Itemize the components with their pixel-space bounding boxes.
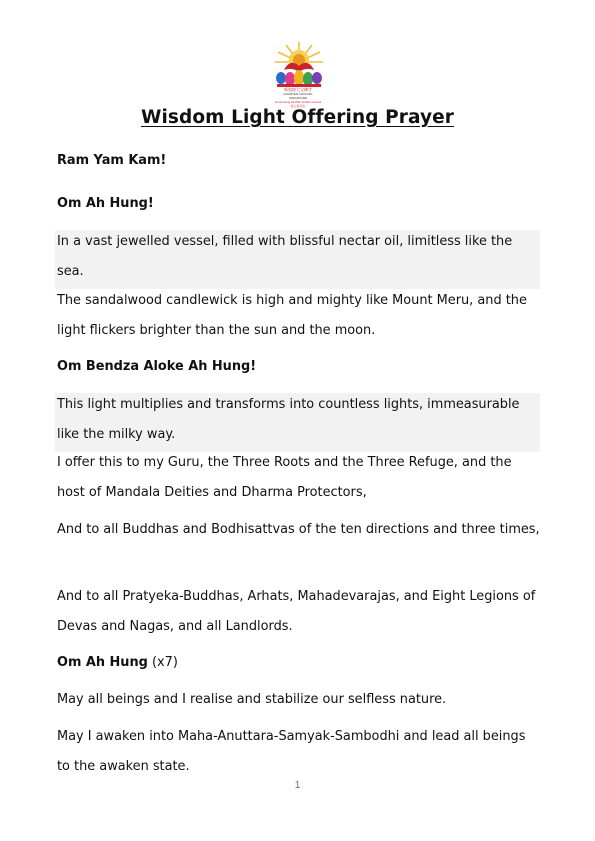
verse-sandalwood: The sandalwood candlewick is high and mighty like Mount Meru, and the light flickers brighter than the sun and the moon. [57, 293, 527, 338]
mantra-ram-yam-kam: Ram Yam Kam! [57, 153, 167, 168]
verse-realise: May all beings and I realise and stabilize our selfless nature. [57, 692, 447, 707]
logo-tagline: Connecting All With Golden Hearts [274, 100, 322, 104]
mantra-om-ah-hung-x7 [57, 648, 541, 678]
verse-buddhas: And to all Buddhas and Bodhisattvas of the ten directions and three times, [57, 522, 540, 537]
verse-guru: I offer this to my Guru, the Three Roots and the Three Refuge, and the host of Mandala Deities and Dharma Protectors, [57, 455, 512, 500]
logo-chinese-name: 新加坡大宝佛寺 [284, 87, 312, 92]
verse-awaken: May I awaken into Maha-Anuttara-Samyak-Sambodhi and lead all beings to the awaken state. [57, 729, 526, 774]
verse-pratyeka: And to all Pratyeka-Buddhas, Arhats, Mahadevarajas, and Eight Legions of Devas and Nagas, and all Landlords. [57, 589, 536, 634]
mantra-bendza-aloke: Om Bendza Aloke Ah Hung! [57, 359, 257, 374]
page-title: Wisdom Light Offering Prayer [140, 107, 455, 128]
logo-location: SINGAPORE [289, 96, 307, 100]
logo-tagline-chinese: 金心连众生 [290, 104, 306, 108]
temple-logo-emblem-icon [266, 40, 332, 90]
verse-multiplies: This light multiplies and transforms into countless lights, immeasurable like the milky way. [57, 397, 520, 442]
mantra-om-ah-hung: Om Ah Hung! [57, 196, 154, 211]
logo-english-name: DHARTEN CHOLING [283, 92, 313, 96]
repeat-count: (x7) [147, 655, 178, 670]
page-number: 1 [294, 780, 301, 791]
verse-vessel: In a vast jewelled vessel, filled with blissful nectar oil, limitless like the sea. [57, 234, 513, 279]
mantra-om-ah-hung-bold: Om Ah Hung [57, 655, 148, 670]
